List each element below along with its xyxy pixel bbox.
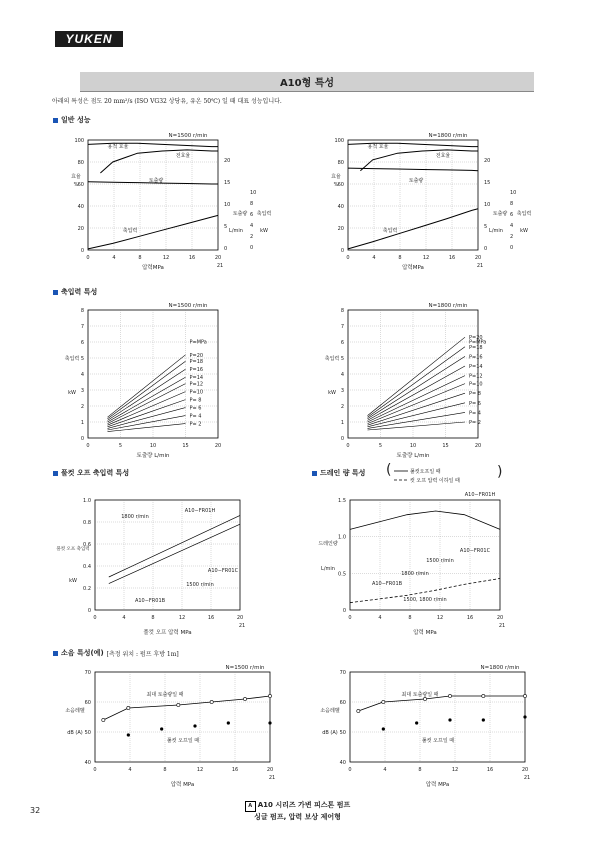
pressure-curve-label: P=12: [189, 381, 204, 388]
x-tick-label: 8: [398, 255, 402, 261]
drain-legend-solid-label: 풀컷오프일 때: [410, 469, 441, 475]
y-tick-label: 3: [340, 388, 344, 394]
pressure-curve-label: P= 8: [469, 391, 481, 398]
power-tick-label: 8: [250, 201, 254, 207]
x-axis-label: 압력 MPa: [425, 782, 450, 788]
y-tick-label: 6: [80, 340, 84, 346]
pressure-curve-label: P= 6: [469, 400, 481, 407]
fullcut-noise-point: [482, 718, 485, 721]
section-noise-note: [측정 위치 : 펌프 후방 1m]: [106, 650, 179, 658]
max-flow-noise-point: [357, 709, 360, 712]
flow-tick-label: 0: [484, 246, 488, 252]
x-tick-label: 4: [372, 255, 376, 261]
x-tick-label: 0: [348, 767, 352, 773]
x-tick-label: 21: [216, 263, 224, 269]
power-tick-label: 8: [510, 201, 514, 207]
page-number: 32: [30, 806, 41, 815]
y-tick-label: 100: [334, 138, 344, 144]
x-tick-label: 20: [236, 615, 244, 621]
x-tick-label: 0: [346, 255, 350, 261]
y-tick-label: 8: [340, 308, 344, 314]
flow-tick-label: 20: [484, 158, 491, 164]
power-tick-label: 0: [510, 245, 514, 251]
flow-tick-label: 15: [484, 180, 491, 186]
drain-fullcut-line: [350, 511, 500, 529]
y-tick-label: 0: [342, 608, 346, 614]
x-tick-label: 20: [214, 443, 222, 449]
footer-series: [0, 800, 595, 812]
max-flow-noise-point: [210, 700, 213, 703]
flow-axis-unit: L/min: [229, 228, 243, 234]
y-tick-label: 1: [340, 420, 344, 426]
x-axis-label: 토출량 L/min: [396, 453, 430, 459]
y-axis-label: 축입력: [64, 356, 80, 362]
y-tick-label: 3: [80, 388, 84, 394]
y-tick-label: 1.5: [338, 498, 346, 504]
x-tick-label: 21: [238, 623, 246, 629]
flow-axis-label: 토출량: [492, 211, 508, 217]
fr01h-label: A10−FR01H: [464, 492, 496, 498]
x-tick-label: 15: [442, 443, 449, 449]
section-general-label: 일반 성능: [61, 116, 91, 124]
pressure-curve-label: P= 2: [469, 420, 481, 426]
y-tick-label: 20: [77, 226, 84, 232]
power-tick-label: 6: [250, 212, 254, 218]
x-axis-label: 압력MPa: [402, 265, 424, 271]
x-tick-label: 0: [93, 615, 97, 621]
x-tick-label: 21: [523, 775, 531, 781]
pressure-curve-label: P= 2: [189, 421, 202, 428]
general-chart-frame: [348, 140, 478, 250]
y-tick-label: 5: [340, 356, 344, 362]
x-tick-label: 0: [346, 443, 350, 449]
rpm-1800-label: 1800 r/min: [401, 571, 429, 577]
y-axis-label: 효율: [71, 174, 81, 180]
fr01b-label: A10−FR01B: [134, 598, 166, 604]
shaft-input-line: [88, 215, 218, 249]
fullcut-noise-point: [227, 721, 230, 724]
y-tick-label: 0: [340, 248, 344, 254]
x-tick-label: 8: [151, 615, 155, 621]
y-tick-label: 40: [77, 204, 84, 210]
power-axis-label: 축입력: [516, 211, 532, 217]
x-axis-label: 압력 MPa: [413, 630, 437, 636]
power-axis-label: 축입력: [256, 211, 272, 217]
pressure-curve-line: [368, 366, 466, 420]
pressure-curve-label: P=14: [469, 364, 483, 370]
pressure-title-label: P=MPa: [189, 339, 207, 346]
x-tick-label: 10: [149, 443, 157, 449]
y-tick-label: 20: [337, 226, 344, 232]
max-flow-label: 최대 토출량일 때: [401, 692, 439, 698]
max-flow-noise-point: [243, 697, 246, 700]
general-chart-frame: [88, 140, 218, 250]
total-efficiency-label: 전효율: [175, 153, 191, 159]
flow-axis-label: 토출량: [232, 211, 248, 217]
chart-speed-label: N=1800 r/min: [480, 665, 520, 671]
pressure-curve-line: [108, 377, 186, 422]
x-axis-label: 토출량 L/min: [136, 453, 170, 459]
fullcut-noise-point: [160, 727, 163, 730]
pressure-curve-label: P=10: [469, 381, 483, 388]
chart-speed-label: N=1500 r/min: [225, 665, 265, 671]
y-tick-label: 40: [84, 760, 91, 766]
x-tick-label: 4: [128, 767, 132, 773]
fr01c-label: A10−FR01C: [459, 548, 491, 554]
shaft-input-label: 축입력: [122, 228, 138, 234]
pressure-curve-label: P= 4: [189, 413, 202, 420]
y-axis-unit: dB (A): [67, 730, 83, 736]
y-axis-label: 풀컷 오프 축입력: [56, 547, 90, 552]
x-tick-label: 4: [122, 615, 126, 621]
drain-chart-frame: [350, 500, 500, 610]
total-efficiency-label: 전효율: [435, 153, 451, 159]
y-tick-label: 60: [77, 182, 84, 188]
y-tick-label: 6: [340, 340, 344, 346]
rpm-1500-label: 1500 r/min: [186, 582, 214, 588]
flow-tick-label: 5: [484, 224, 488, 230]
flow-line: [348, 168, 478, 171]
flow-tick-label: 15: [224, 180, 231, 186]
pressure-curve-label: P=14: [189, 375, 204, 382]
section-shaft-label: 축입력 특성: [61, 288, 98, 296]
max-flow-noise-point: [382, 700, 385, 703]
x-tick-label: 20: [474, 443, 482, 449]
x-tick-label: 20: [521, 767, 529, 773]
y-tick-label: 0: [80, 436, 84, 442]
max-flow-noise-point: [482, 694, 485, 697]
y-axis-label: 소음레벨: [65, 708, 85, 714]
x-tick-label: 10: [409, 443, 417, 449]
pressure-curve-line: [108, 369, 186, 420]
pressure-curve-line: [108, 355, 186, 417]
series-badge-icon: A: [245, 801, 256, 812]
y-tick-label: 0.2: [83, 586, 91, 592]
yuken-logo: YUKEN: [55, 31, 123, 47]
x-tick-label: 16: [466, 615, 474, 621]
x-tick-label: 8: [138, 255, 142, 261]
flow-label: 토출량: [408, 178, 424, 184]
power-tick-label: 6: [510, 212, 514, 218]
y-axis-unit: %: [73, 182, 79, 188]
y-tick-label: 40: [339, 760, 346, 766]
max-flow-noise-point: [177, 703, 180, 706]
x-tick-label: 4: [378, 615, 382, 621]
x-tick-label: 21: [268, 775, 276, 781]
y-tick-label: 70: [339, 670, 346, 676]
total-efficiency-line: [360, 150, 478, 171]
chart-speed-label: N=1800 r/min: [428, 303, 468, 309]
noise-chart-frame: [350, 672, 525, 762]
power-axis-unit: kW: [260, 228, 268, 234]
pressure-curve-label: P=20: [469, 335, 483, 342]
y-tick-label: 1.0: [83, 498, 91, 504]
max-flow-noise-point: [448, 694, 451, 697]
noise-chart-frame: [95, 672, 270, 762]
fullcut-noise-point: [415, 721, 418, 724]
y-tick-label: 50: [84, 730, 91, 736]
flow-axis-unit: L/min: [489, 228, 503, 234]
fr01h-label: A10−FR01H: [184, 508, 216, 514]
y-tick-label: 100: [74, 138, 84, 144]
fullcut-noise-label: 풀컷 오프일 때: [421, 738, 455, 744]
y-tick-label: 7: [80, 324, 84, 330]
section-drain-label: 드레인 량 특성: [320, 469, 366, 477]
y-tick-label: 60: [339, 700, 346, 706]
x-tick-label: 20: [496, 615, 504, 621]
y-tick-label: 5: [80, 356, 84, 362]
drain-legend-bracket: (: [386, 462, 392, 478]
y-tick-label: 1.0: [338, 534, 346, 541]
max-flow-label: 최대 토출량일 때: [146, 692, 184, 698]
volumetric-efficiency-label: 용적 효율: [107, 144, 129, 150]
flow-tick-label: 10: [484, 202, 491, 208]
x-tick-label: 0: [93, 767, 97, 773]
y-axis-unit: kW: [68, 390, 76, 396]
x-tick-label: 12: [451, 767, 459, 773]
y-axis-label: 축입력: [324, 356, 340, 362]
chart-speed-label: N=1500 r/min: [168, 133, 208, 139]
fullcut-noise-point: [448, 718, 451, 721]
fullcut-noise-point: [382, 727, 385, 730]
fullcut-line: [109, 524, 240, 583]
x-tick-label: 16: [231, 767, 239, 773]
max-flow-noise-point: [523, 694, 526, 697]
y-axis-unit: %: [333, 182, 339, 188]
x-tick-label: 8: [163, 767, 167, 773]
x-tick-label: 0: [348, 615, 352, 621]
x-tick-label: 16: [207, 615, 215, 621]
flow-tick-label: 20: [224, 158, 231, 164]
y-tick-label: 0: [80, 248, 84, 254]
intro-text: 아래의 특성은 점도 20 mm²/s (ISO VG32 상당유, 유온 50℃) 일 때 대표 성능입니다.: [52, 98, 282, 105]
power-tick-label: 10: [250, 190, 257, 196]
fullcut-noise-point: [193, 724, 196, 727]
x-axis-label: 압력MPa: [142, 265, 164, 271]
y-tick-label: 1: [80, 420, 84, 426]
section-noise-label: 소음 특성(예): [61, 649, 104, 657]
fullcut-noise-label: 풀컷 오프일 때: [166, 738, 200, 744]
x-tick-label: 20: [266, 767, 274, 773]
x-tick-label: 16: [448, 255, 456, 261]
pressure-curve-label: P=16: [189, 367, 204, 374]
volumetric-efficiency-label: 용적 효율: [367, 144, 389, 150]
x-tick-label: 21: [498, 623, 506, 629]
flow-label: 토출량: [148, 178, 164, 184]
y-tick-label: 70: [84, 670, 91, 676]
x-tick-label: 0: [86, 443, 90, 449]
y-tick-label: 0.8: [83, 520, 91, 526]
x-tick-label: 15: [182, 443, 189, 449]
drain-legend-bracket: ): [497, 464, 503, 480]
power-tick-label: 4: [510, 223, 514, 229]
x-tick-label: 4: [112, 255, 116, 261]
section-fullcut-label: 풀컷 오프 축입력 특성: [61, 469, 130, 477]
y-tick-label: 60: [337, 182, 344, 188]
fullcut-chart-frame: [95, 500, 240, 610]
shaft-input-label: 축입력: [382, 228, 398, 234]
y-axis-label: 드레인량: [318, 541, 338, 547]
y-tick-label: 80: [77, 160, 84, 166]
x-tick-label: 0: [86, 255, 90, 261]
chart-speed-label: N=1500 r/min: [168, 303, 208, 309]
drain-legend-dashed-label: 컷 오프 압력 이하일 때: [410, 478, 460, 484]
x-axis-label: 압력 MPa: [170, 782, 195, 788]
x-tick-label: 16: [486, 767, 494, 773]
x-tick-label: 20: [474, 255, 482, 261]
pressure-curve-label: P=12: [469, 373, 483, 380]
y-tick-label: 0.6: [83, 542, 91, 548]
y-tick-label: 0.4: [83, 564, 91, 570]
fr01b-label: A10−FR01B: [371, 581, 403, 587]
y-tick-label: 40: [337, 204, 344, 210]
x-tick-label: 12: [178, 615, 186, 621]
y-tick-label: 60: [84, 700, 91, 706]
footer-desc: 싱글 펌프, 압력 보상 제어형: [254, 813, 341, 821]
pressure-title-label: P=MPa: [469, 339, 487, 346]
shaft-input-line: [348, 209, 478, 249]
power-tick-label: 10: [510, 190, 517, 196]
y-tick-label: 50: [339, 730, 346, 736]
max-flow-noise-point: [127, 706, 130, 709]
power-tick-label: 0: [250, 245, 254, 251]
pressure-curve-label: P=18: [189, 359, 204, 366]
power-tick-label: 2: [510, 234, 514, 240]
x-tick-label: 21: [476, 263, 484, 269]
total-efficiency-line: [100, 150, 218, 173]
x-tick-label: 20: [214, 255, 222, 261]
pressure-curve-label: P=20: [189, 352, 204, 359]
power-axis-unit: kW: [520, 228, 528, 234]
x-tick-label: 12: [422, 255, 430, 261]
pressure-curve-label: P=18: [469, 344, 483, 351]
y-axis-unit: kW: [328, 390, 336, 396]
y-axis-unit: L/min: [321, 566, 335, 572]
flow-tick-label: 0: [224, 246, 228, 252]
x-tick-label: 12: [196, 767, 204, 773]
y-tick-label: 4: [80, 372, 84, 378]
y-tick-label: 0.5: [338, 571, 346, 578]
x-axis-label: 풀컷 오프 압력 MPa: [143, 630, 192, 636]
fullcut-noise-point: [268, 721, 271, 724]
y-axis-label: 효율: [331, 174, 341, 180]
x-tick-label: 12: [436, 615, 444, 621]
power-tick-label: 2: [250, 234, 254, 240]
y-tick-label: 2: [340, 404, 344, 410]
y-tick-label: 4: [340, 372, 344, 378]
y-tick-label: 2: [80, 404, 84, 410]
chart-speed-label: N=1800 r/min: [428, 133, 468, 139]
page-title: A10형 특성: [279, 78, 335, 89]
x-tick-label: 16: [188, 255, 196, 261]
power-tick-label: 4: [250, 223, 254, 229]
x-tick-label: 5: [378, 443, 383, 449]
y-axis-unit: kW: [69, 578, 77, 584]
x-tick-label: 8: [408, 615, 412, 621]
y-tick-label: 0: [340, 436, 344, 442]
max-flow-noise-point: [268, 694, 271, 697]
pressure-curve-line: [108, 361, 186, 419]
pressure-curve-label: P=16: [469, 354, 483, 361]
footer-series-text: A10 시리즈 가변 피스톤 펌프: [257, 801, 351, 809]
pressure-curve-line: [108, 392, 186, 426]
x-tick-label: 5: [118, 443, 123, 449]
flow-tick-label: 5: [224, 224, 228, 230]
max-flow-noise-point: [102, 718, 105, 721]
fr01c-label: A10−FR01C: [207, 568, 239, 574]
rpm-both-label: 1500, 1800 r/min: [403, 597, 447, 603]
pressure-curve-label: P= 8: [189, 397, 202, 404]
pressure-curve-label: P= 6: [189, 405, 202, 412]
pressure-curve-label: P= 4: [469, 410, 481, 417]
rpm-1500-label: 1500 r/min: [426, 558, 454, 564]
rpm-1800-label: 1800 r/min: [121, 514, 149, 520]
pressure-curve-label: P=10: [189, 389, 204, 396]
y-axis-label: 소음레벨: [320, 708, 340, 714]
fullcut-noise-point: [523, 715, 526, 718]
y-axis-unit: dB (A): [322, 730, 338, 736]
y-tick-label: 7: [340, 324, 344, 330]
x-tick-label: 8: [418, 767, 422, 773]
x-tick-label: 12: [162, 255, 170, 261]
flow-tick-label: 10: [224, 202, 231, 208]
y-tick-label: 80: [337, 160, 344, 166]
fullcut-noise-point: [127, 733, 130, 736]
y-tick-label: 0: [87, 608, 91, 614]
x-tick-label: 4: [383, 767, 387, 773]
y-tick-label: 8: [80, 308, 84, 314]
